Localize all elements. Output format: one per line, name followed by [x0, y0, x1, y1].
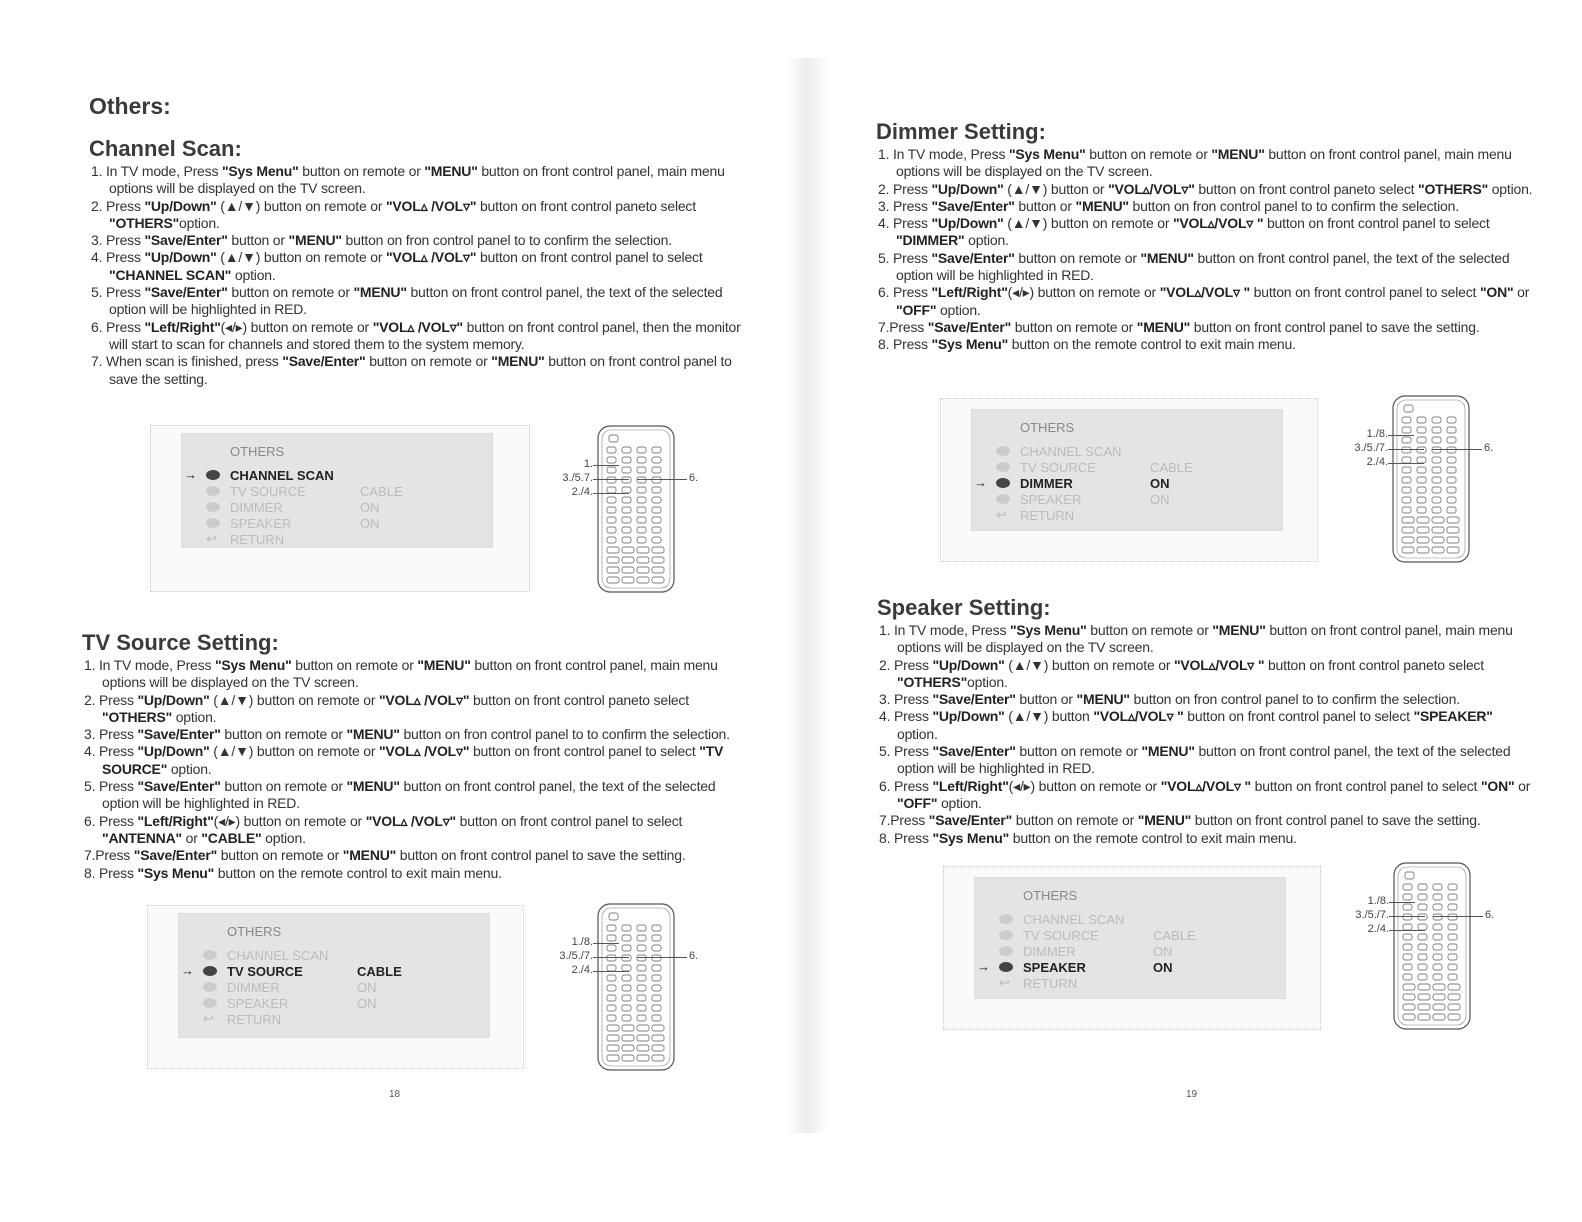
emphasis: "SPEAKER": [1413, 708, 1493, 725]
callout-line: [637, 479, 687, 480]
step-item: 1. In TV mode, Press "Sys Menu" button on remote or "MENU" button on front control panel, main menu options will be displayed on the TV screen.: [879, 622, 1513, 656]
menu-item: [977, 959, 1273, 976]
callout-line: [593, 465, 619, 466]
menu-screenshot: [150, 425, 530, 592]
callout-line: [1389, 916, 1425, 917]
emphasis: "VOL▵ /VOL▿": [372, 318, 463, 335]
menu-item: [974, 475, 1270, 492]
step-item: 3. Press "Save/Enter" button or "MENU" button on fron control panel to to confirm the selection.: [878, 197, 1459, 214]
emphasis: "MENU": [1212, 622, 1266, 638]
step-item: 2. Press "Up/Down" (▲/▼) button on remote or "VOL▵ /VOL▿" button on front control paneto select "OTHERS"option.: [91, 197, 696, 231]
step-item: 6. Press "Left/Right"(◂/▸) button on remote or "VOL▵/VOL▿ " button on front control panel to select "ON" or "OFF" option.: [879, 777, 1531, 811]
remote-control-icon: [1392, 395, 1470, 563]
emphasis: "Sys Menu": [214, 657, 292, 673]
step-item: 6. Press "Left/Right"(◂/▸) button on remote or "VOL▵ /VOL▿" button on front control panel, then the monitor will start to scan for channels and stored them to the system memory.: [91, 318, 741, 352]
menu-item-value: CABLE: [1153, 928, 1196, 943]
menu-item-label: TV SOURCE: [1023, 928, 1099, 943]
menu-item-value: CABLE: [1150, 460, 1193, 475]
menu-item: [1020, 492, 1270, 508]
arrow-icon: →: [974, 475, 987, 490]
emphasis: "OFF": [897, 794, 938, 811]
emphasis: "CABLE": [201, 829, 262, 846]
bullet-icon: [203, 966, 217, 976]
emphasis: "Up/Down": [931, 215, 1004, 232]
emphasis: "MENU": [1075, 197, 1129, 214]
emphasis: "MENU": [1137, 812, 1192, 829]
emphasis: "CHANNEL SCAN": [109, 266, 232, 283]
remote-control-icon: [1393, 862, 1471, 1030]
remote-callout-label: 2./4.: [1367, 923, 1389, 935]
bullet-icon: [203, 998, 217, 1008]
remote-callout-label: 3./5.7.: [562, 472, 593, 484]
emphasis: "MENU": [417, 657, 471, 673]
emphasis: "VOL▵/VOL▿ ": [1093, 708, 1184, 725]
menu-item: [203, 1011, 477, 1028]
menu-item: [230, 484, 480, 500]
emphasis: "MENU": [424, 163, 478, 179]
emphasis: "VOL▵/VOL▿ ": [1172, 215, 1264, 232]
step-item: 1. In TV mode, Press "Sys Menu" button on remote or "MENU" button on front control panel, main menu options will be displayed on the TV screen.: [84, 657, 718, 691]
step-item: 1. In TV mode, Press "Sys Menu" button on remote or "MENU" button on front control panel, main menu options will be displayed on the TV screen.: [91, 163, 725, 197]
menu-item-value: ON: [1150, 492, 1170, 507]
emphasis: "Left/Right": [931, 284, 1008, 301]
step-item: 3. Press "Save/Enter" button on remote or "MENU" button on fron control panel to to confirm the selection.: [84, 726, 730, 743]
step-item: 2. Press "Up/Down" (▲/▼) button on remote or "VOL▵ /VOL▿" button on front control paneto select "OTHERS" option.: [84, 691, 689, 725]
menu-item: [227, 948, 477, 964]
menu-item-label: TV SOURCE: [1020, 460, 1096, 475]
step-item: 6. Press "Left/Right"(◂/▸) button on remote or "VOL▵ /VOL▿" button on front control panel to select "ANTENNA" or "CABLE" option.: [84, 812, 683, 846]
menu-item-label: RETURN: [1020, 508, 1075, 523]
step-item: 5. Press "Save/Enter" button on remote or "MENU" button on front control panel, the text of the selected option will be highlighted in RED.: [84, 778, 716, 812]
emphasis: "ON": [1479, 284, 1514, 301]
remote-callout-label: 1.: [583, 458, 593, 470]
emphasis: "Up/Down": [932, 656, 1005, 673]
emphasis: "OTHERS": [897, 673, 968, 690]
menu-item: [181, 963, 477, 980]
remote-callout-label: 2./4.: [571, 964, 593, 976]
step-item: 5. Press "Save/Enter" button on remote or "MENU" button on front control panel, the text of the selected option will be highlighted in RED.: [879, 743, 1511, 777]
menu-item-value: ON: [1153, 960, 1173, 975]
emphasis: "Up/Down": [932, 708, 1005, 725]
menu-item-label: DIMMER: [227, 980, 280, 995]
emphasis: "VOL▵ /VOL▿": [385, 249, 477, 266]
menu-title: OTHERS: [1020, 420, 1075, 435]
arrow-icon: →: [977, 959, 990, 974]
speaker-setting-section: [877, 596, 1537, 847]
callout-line: [1389, 930, 1425, 931]
step-item: 2. Press "Up/Down" (▲/▼) button or "VOL▵/VOL▿" button on front control paneto select "OTHERS" option.: [878, 180, 1533, 197]
emphasis: "MENU": [1076, 691, 1130, 708]
menu-item: [206, 531, 480, 548]
menu-item-label: CHANNEL SCAN: [230, 468, 334, 483]
emphasis: "VOL▵ /VOL▿": [385, 197, 477, 214]
emphasis: "Save/Enter": [144, 232, 228, 249]
remote-callout-label: 2./4.: [571, 486, 593, 498]
bullet-icon: [996, 478, 1010, 488]
osd-menu-panel: [971, 409, 1283, 531]
menu-title: OTHERS: [230, 444, 285, 459]
emphasis: "Save/Enter": [133, 847, 218, 864]
tv-source-section: [82, 631, 752, 882]
emphasis: "Up/Down": [137, 691, 210, 708]
menu-item-label: SPEAKER: [230, 516, 292, 531]
menu-item-label: CHANNEL SCAN: [1023, 912, 1125, 927]
menu-item-label: DIMMER: [1020, 476, 1073, 491]
emphasis: "MENU": [1141, 743, 1195, 760]
remote-callout-label: 1./8.: [1366, 428, 1388, 440]
menu-title: OTHERS: [1023, 888, 1078, 903]
step-item: 4. Press "Up/Down" (▲/▼) button "VOL▵/VOL▿ " button on front control panel to select "SPEAKER" option.: [879, 708, 1493, 742]
emphasis: "VOL▵/VOL▿ ": [1160, 777, 1251, 794]
menu-item-label: SPEAKER: [1020, 492, 1082, 507]
menu-item: [1020, 444, 1270, 460]
section-heading: Channel Scan:: [89, 136, 242, 161]
menu-item: [996, 507, 1270, 524]
menu-item-label: CHANNEL SCAN: [1020, 444, 1122, 459]
emphasis: "Up/Down": [137, 743, 210, 760]
emphasis: "MENU": [346, 778, 400, 795]
emphasis: "Left/Right": [137, 812, 214, 829]
remote-callout-label: 3./5./7.: [1355, 909, 1389, 921]
return-icon: ↩: [996, 507, 1007, 522]
callout-line: [1432, 449, 1482, 450]
menu-screenshot: [940, 398, 1318, 562]
menu-item-value: ON: [357, 996, 377, 1011]
callout-line: [1388, 463, 1424, 464]
arrow-icon: →: [181, 963, 194, 978]
menu-item-label: SPEAKER: [227, 996, 289, 1011]
menu-item-value: ON: [360, 516, 380, 531]
menu-item: [227, 996, 477, 1012]
step-item: 4. Press "Up/Down" (▲/▼) button on remote or "VOL▵ /VOL▿" button on front control panel to select "CHANNEL SCAN" option.: [91, 249, 703, 283]
callout-line: [593, 943, 619, 944]
bullet-icon: [996, 446, 1010, 456]
menu-item-value: CABLE: [360, 484, 403, 499]
emphasis: "OTHERS": [1418, 180, 1489, 197]
menu-item-value: ON: [357, 980, 377, 995]
emphasis: "VOL▵ /VOL▿": [365, 812, 456, 829]
emphasis: "Up/Down": [144, 197, 217, 214]
menu-item: [999, 975, 1273, 992]
emphasis: "MENU": [1211, 146, 1265, 162]
emphasis: "OFF": [896, 301, 937, 318]
step-item: 3. Press "Save/Enter" button or "MENU" button on fron control panel to to confirm the selection.: [91, 232, 672, 249]
menu-item: [1023, 944, 1273, 960]
steps-list: [877, 622, 1537, 847]
callout-line: [593, 493, 629, 494]
emphasis: "VOL▵/VOL▿ ": [1159, 284, 1250, 301]
remote-callout-label: 6.: [689, 950, 699, 962]
menu-item: [1020, 460, 1270, 476]
menu-item-label: RETURN: [227, 1012, 282, 1027]
emphasis: "MENU": [353, 284, 407, 301]
emphasis: "TV SOURCE": [102, 743, 724, 777]
step-item: 5. Press "Save/Enter" button on remote or "MENU" button on front control panel, the text of the selected option will be highlighted in RED.: [91, 284, 723, 318]
step-item: 6. Press "Left/Right"(◂/▸) button on remote or "VOL▵/VOL▿ " button on front control panel to select "ON" or "OFF" option.: [878, 284, 1530, 318]
bullet-icon: [206, 486, 220, 496]
emphasis: "Save/Enter": [282, 353, 366, 370]
callout-line: [593, 957, 629, 958]
emphasis: "MENU": [491, 353, 545, 370]
emphasis: "VOL▵/VOL▿": [1108, 180, 1195, 197]
menu-item: [230, 500, 480, 516]
emphasis: "MENU": [1140, 249, 1194, 266]
emphasis: "ON": [1480, 777, 1515, 794]
remote-callout-label: 6.: [689, 472, 699, 484]
menu-item-label: TV SOURCE: [230, 484, 306, 499]
emphasis: "Save/Enter": [928, 812, 1013, 829]
emphasis: "Up/Down": [144, 249, 217, 266]
step-item: 4. Press "Up/Down" (▲/▼) button on remote or "VOL▵ /VOL▿" button on front control panel to select "TV SOURCE" option.: [84, 743, 724, 777]
menu-item-label: DIMMER: [230, 500, 283, 515]
bullet-icon: [206, 470, 220, 480]
emphasis: "Sys Menu": [137, 864, 215, 881]
callout-line: [1388, 435, 1414, 436]
remote-callout-label: 2./4.: [1366, 456, 1388, 468]
osd-menu-panel: [974, 877, 1286, 999]
menu-item-label: RETURN: [230, 532, 285, 547]
bullet-icon: [206, 518, 220, 528]
return-icon: ↩: [203, 1011, 214, 1026]
bullet-icon: [999, 962, 1013, 972]
menu-item-value: ON: [360, 500, 380, 515]
remote-callout-label: 1./8.: [571, 936, 593, 948]
emphasis: "Sys Menu": [221, 163, 299, 179]
bullet-icon: [999, 946, 1013, 956]
step-item: 5. Press "Save/Enter" button on remote or "MENU" button on front control panel, the text of the selected option will be highlighted in RED.: [878, 249, 1510, 284]
emphasis: "MENU": [1136, 318, 1191, 335]
return-icon: ↩: [206, 531, 217, 546]
steps-list: [89, 163, 759, 388]
section-heading: Dimmer Setting:: [876, 119, 1046, 144]
return-icon: ↩: [999, 975, 1010, 990]
remote-callout-label: 6.: [1484, 442, 1494, 454]
emphasis: "Sys Menu": [1009, 622, 1087, 638]
emphasis: "Left/Right": [932, 777, 1009, 794]
emphasis: "Save/Enter": [137, 726, 221, 743]
emphasis: "Sys Menu": [931, 336, 1009, 353]
bullet-icon: [203, 950, 217, 960]
step-item: 7.Press "Save/Enter" button on remote or "MENU" button on front control panel to save the setting.: [878, 318, 1480, 335]
emphasis: "OTHERS": [109, 214, 180, 231]
remote-callout-label: 6.: [1485, 909, 1495, 921]
menu-item: [230, 516, 480, 532]
emphasis: "MENU": [342, 847, 397, 864]
callout-line: [593, 479, 629, 480]
bullet-icon: [999, 914, 1013, 924]
step-item: 7.Press "Save/Enter" button on remote or "MENU" button on front control panel to save the setting.: [879, 812, 1481, 829]
emphasis: "MENU": [346, 726, 400, 743]
menu-item: [227, 980, 477, 996]
menu-item-label: DIMMER: [1023, 944, 1076, 959]
menu-screenshot: [943, 866, 1321, 1030]
emphasis: "Save/Enter": [931, 197, 1015, 214]
menu-item-value: ON: [1153, 944, 1173, 959]
menu-item-value: ON: [1150, 476, 1170, 491]
emphasis: "ANTENNA": [102, 829, 182, 846]
remote-control-icon: [597, 903, 675, 1071]
osd-menu-panel: [178, 913, 490, 1038]
emphasis: "Sys Menu": [932, 829, 1010, 846]
emphasis: "Save/Enter": [932, 743, 1016, 760]
menu-screenshot: [147, 905, 524, 1069]
bullet-icon: [996, 494, 1010, 504]
section-heading: TV Source Setting:: [82, 630, 279, 655]
emphasis: "DIMMER": [896, 232, 965, 249]
step-item: 1. In TV mode, Press "Sys Menu" button on remote or "MENU" button on front control panel, main menu options will be displayed on the TV screen.: [878, 146, 1512, 180]
callout-line: [637, 957, 687, 958]
emphasis: "Sys Menu": [1008, 146, 1086, 162]
page-number: 18: [389, 1089, 401, 1100]
menu-title: OTHERS: [227, 924, 282, 939]
callout-line: [1433, 916, 1483, 917]
page-number: 19: [1186, 1089, 1198, 1100]
emphasis: "Save/Enter": [931, 249, 1015, 266]
menu-item-label: RETURN: [1023, 976, 1078, 991]
step-item: 2. Press "Up/Down" (▲/▼) button on remote or "VOL▵/VOL▿ " button on front control paneto select "OTHERS"option.: [879, 656, 1484, 690]
osd-menu-panel: [181, 433, 493, 548]
step-item: 8. Press "Sys Menu" button on the remote control to exit main menu.: [878, 336, 1296, 353]
step-item: 7. When scan is finished, press "Save/Enter" button on remote or "MENU" button on front control panel to save the setting.: [91, 353, 732, 387]
arrow-icon: →: [184, 467, 197, 482]
page-gutter: [788, 58, 828, 1133]
emphasis: "Save/Enter": [927, 318, 1012, 335]
steps-list: [876, 146, 1536, 354]
emphasis: "VOL▵ /VOL▿": [378, 743, 470, 760]
callout-line: [1388, 449, 1424, 450]
remote-callout-label: 3./5./7.: [559, 950, 593, 962]
remote-callout-label: 3./5./7.: [1354, 442, 1388, 454]
emphasis: "Save/Enter": [144, 284, 228, 301]
menu-item: [1023, 912, 1273, 928]
emphasis: "VOL▵ /VOL▿": [378, 691, 470, 708]
emphasis: "OTHERS": [102, 708, 173, 725]
menu-item-label: SPEAKER: [1023, 960, 1086, 975]
callout-line: [1389, 902, 1415, 903]
step-item: 3. Press "Save/Enter" button or "MENU" button on fron control panel to to confirm the selection.: [879, 691, 1460, 708]
bullet-icon: [996, 462, 1010, 472]
dimmer-setting-section: [876, 120, 1536, 354]
bullet-icon: [999, 930, 1013, 940]
steps-list: [82, 657, 752, 882]
remote-control-icon: [597, 425, 675, 593]
emphasis: "Save/Enter": [137, 778, 221, 795]
menu-item-value: CABLE: [357, 964, 402, 979]
menu-item-label: TV SOURCE: [227, 964, 303, 979]
emphasis: "Save/Enter": [932, 691, 1016, 708]
emphasis: "VOL▵/VOL▿ ": [1173, 656, 1265, 673]
step-item: 8. Press "Sys Menu" button on the remote control to exit main menu.: [879, 829, 1297, 846]
channel-scan-section: [89, 137, 759, 388]
callout-line: [593, 971, 629, 972]
page-title: Others:: [89, 93, 171, 119]
remote-callout-label: 1./8.: [1367, 895, 1389, 907]
emphasis: "Up/Down": [931, 180, 1004, 197]
section-heading: Speaker Setting:: [877, 595, 1051, 620]
step-item: 7.Press "Save/Enter" button on remote or "MENU" button on front control panel to save the setting.: [84, 847, 686, 864]
step-item: 8. Press "Sys Menu" button on the remote control to exit main menu.: [84, 864, 502, 881]
emphasis: "MENU": [288, 232, 342, 249]
step-item: 4. Press "Up/Down" (▲/▼) button on remote or "VOL▵/VOL▿ " button on front control panel to select "DIMMER" option.: [878, 215, 1490, 249]
menu-item: [184, 467, 480, 484]
menu-item: [1023, 928, 1273, 944]
bullet-icon: [206, 502, 220, 512]
menu-item-label: CHANNEL SCAN: [227, 948, 329, 963]
emphasis: "Left/Right": [144, 318, 221, 335]
bullet-icon: [203, 982, 217, 992]
